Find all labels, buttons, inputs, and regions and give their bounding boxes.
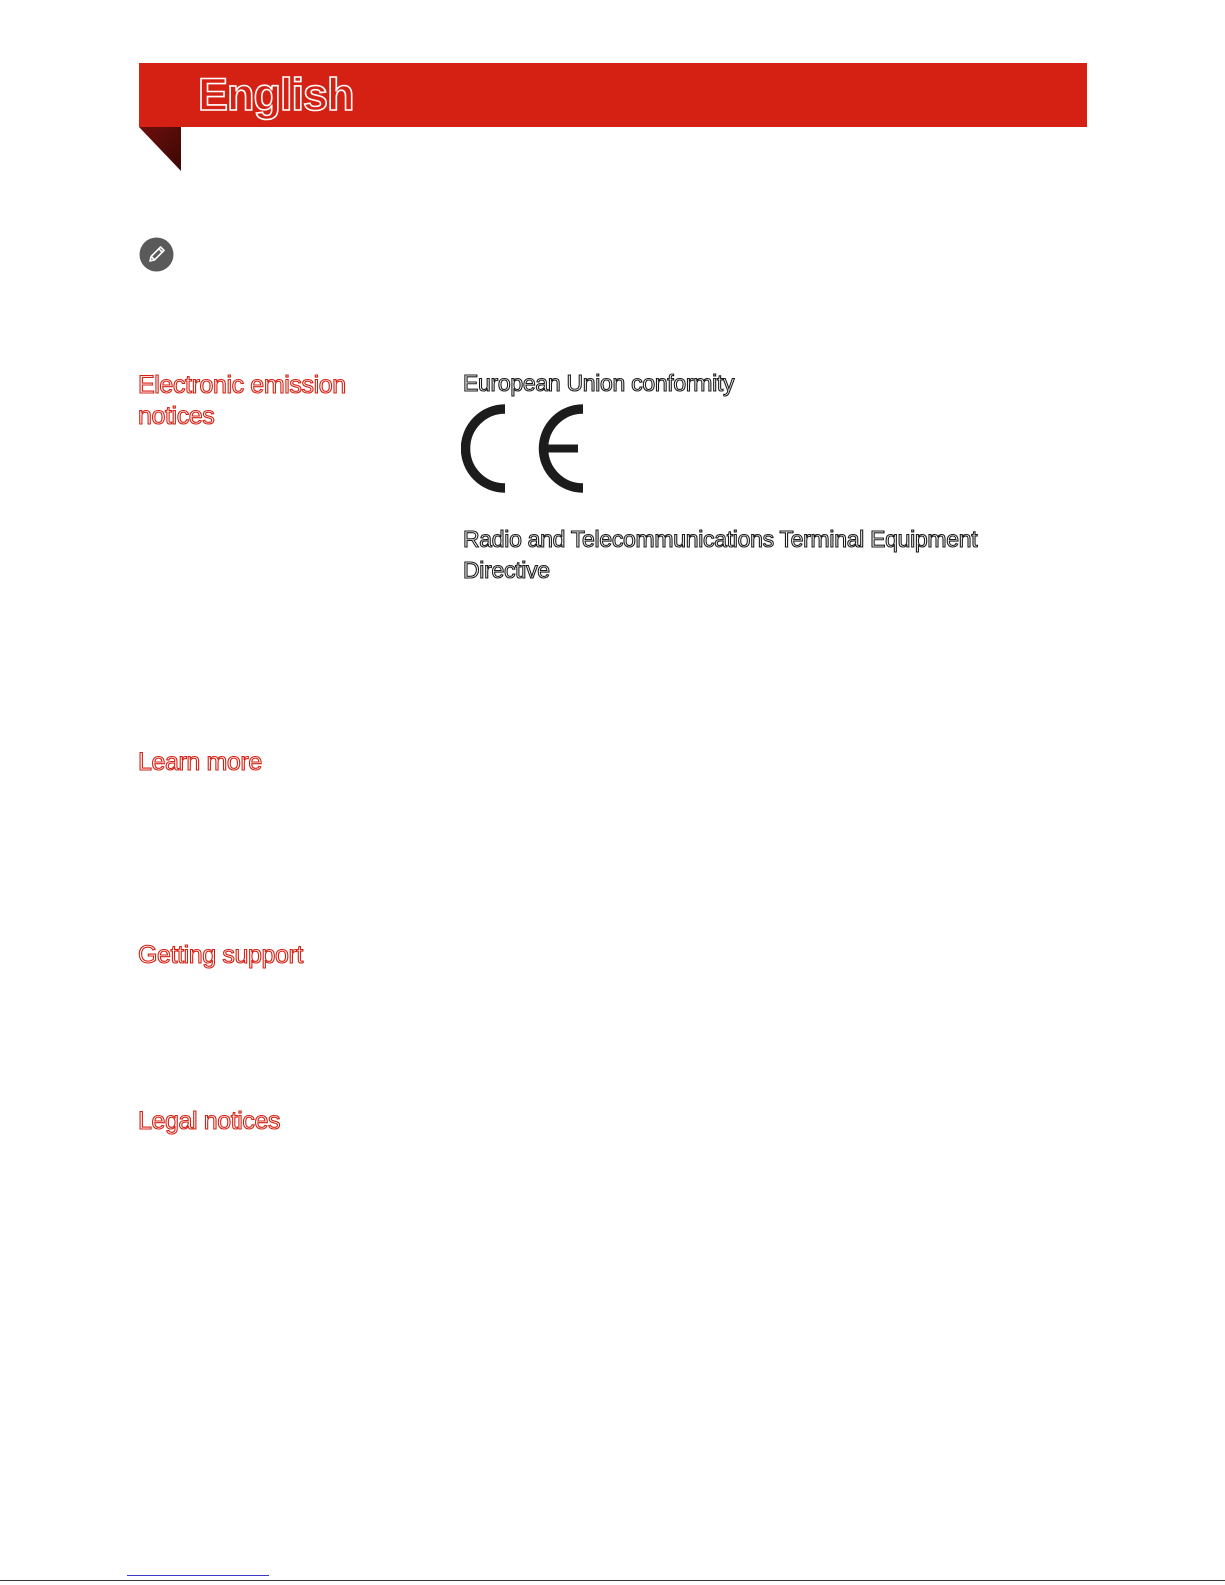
section-heading-legal-notices: Legal notices	[138, 1107, 281, 1135]
pencil-icon	[139, 237, 174, 272]
section-heading-electronic-emission: Electronic emission notices	[138, 371, 346, 430]
footer-link-underline	[127, 1575, 269, 1576]
section-heading-learn-more: Learn more	[138, 748, 262, 776]
footer-rule	[0, 1580, 1225, 1581]
language-title: English	[198, 69, 354, 120]
banner-fold-corner	[139, 127, 181, 171]
section-heading-getting-support: Getting support	[138, 941, 303, 969]
ce-mark-icon	[461, 403, 591, 494]
eu-conformity-title: European Union conformity	[463, 370, 735, 396]
rtte-directive-title: Radio and Telecommunications Terminal Equipment Directive	[463, 526, 978, 583]
